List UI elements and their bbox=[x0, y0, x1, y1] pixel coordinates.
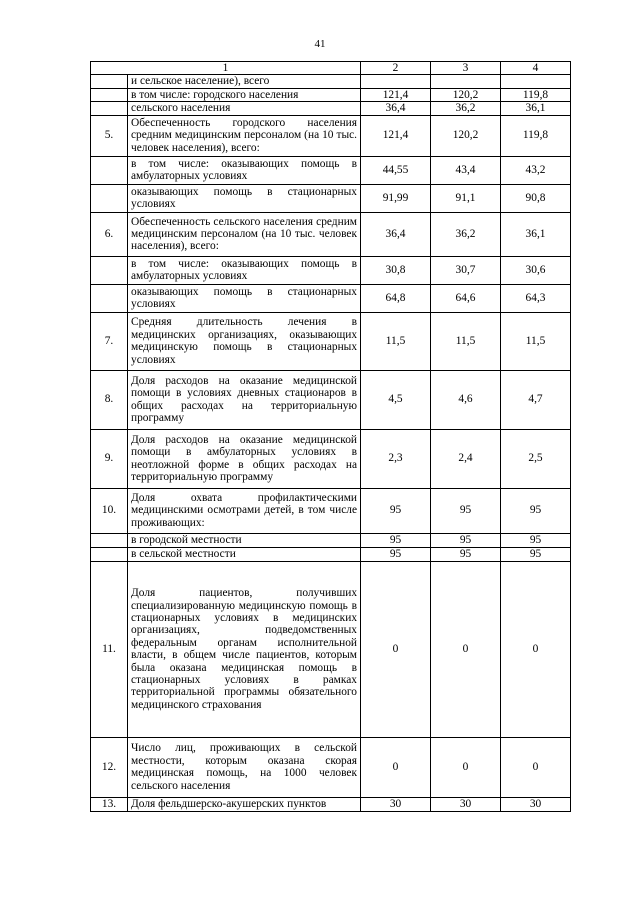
column-header-4: 4 bbox=[501, 62, 571, 75]
indicator-text: в том числе: оказывающих помощь в амбулаторных условиях bbox=[128, 256, 361, 284]
row-number bbox=[91, 256, 128, 284]
value-col-2: 30 bbox=[361, 797, 431, 811]
indicator-text: и сельское население), всего bbox=[128, 75, 361, 88]
value-col-4: 119,8 bbox=[501, 115, 571, 156]
table-row bbox=[91, 75, 571, 88]
row-number bbox=[91, 547, 128, 561]
table-row bbox=[91, 370, 571, 429]
value-col-3: 36,2 bbox=[431, 212, 501, 256]
row-number bbox=[91, 156, 128, 184]
value-col-4: 30 bbox=[501, 797, 571, 811]
value-col-2: 44,55 bbox=[361, 156, 431, 184]
indicator-text: Доля расходов на оказание медицинской помощи в амбулаторных условиях в неотложной форме в общих расходах на территориальную программу bbox=[128, 429, 361, 488]
table-row bbox=[91, 533, 571, 547]
value-col-2: 4,5 bbox=[361, 370, 431, 429]
value-col-2 bbox=[361, 75, 431, 88]
value-col-3: 30 bbox=[431, 797, 501, 811]
value-col-4: 95 bbox=[501, 547, 571, 561]
table-row bbox=[91, 115, 571, 156]
row-number bbox=[91, 533, 128, 547]
table-row bbox=[91, 547, 571, 561]
value-col-2: 11,5 bbox=[361, 312, 431, 370]
indicator-text: Средняя длительность лечения в медицинских организациях, оказывающих медицинскую помощь в стационарных условиях bbox=[128, 312, 361, 370]
table-row bbox=[91, 284, 571, 312]
row-number bbox=[91, 184, 128, 212]
row-number: 11. bbox=[91, 561, 128, 737]
indicator-text: Число лиц, проживающих в сельской местности, которым оказана скорая медицинская помощь, на 1000 человек сельского населения bbox=[128, 737, 361, 797]
row-number: 8. bbox=[91, 370, 128, 429]
indicator-text: сельского населения bbox=[128, 102, 361, 115]
value-col-3: 120,2 bbox=[431, 88, 501, 101]
table-row bbox=[91, 88, 571, 101]
value-col-3: 0 bbox=[431, 561, 501, 737]
value-col-4: 2,5 bbox=[501, 429, 571, 488]
value-col-3 bbox=[431, 75, 501, 88]
row-number bbox=[91, 88, 128, 101]
value-col-3: 91,1 bbox=[431, 184, 501, 212]
value-col-2: 121,4 bbox=[361, 88, 431, 101]
indicator-text: оказывающих помощь в стационарных условиях bbox=[128, 184, 361, 212]
indicator-text: Доля фельдшерско-акушерских пунктов bbox=[128, 797, 361, 811]
value-col-4: 90,8 bbox=[501, 184, 571, 212]
row-number: 9. bbox=[91, 429, 128, 488]
row-number: 6. bbox=[91, 212, 128, 256]
value-col-4: 36,1 bbox=[501, 212, 571, 256]
value-col-4: 95 bbox=[501, 488, 571, 533]
value-col-2: 0 bbox=[361, 561, 431, 737]
value-col-3: 11,5 bbox=[431, 312, 501, 370]
value-col-3: 43,4 bbox=[431, 156, 501, 184]
value-col-2: 121,4 bbox=[361, 115, 431, 156]
row-number: 12. bbox=[91, 737, 128, 797]
column-header-2: 2 bbox=[361, 62, 431, 75]
value-col-4: 0 bbox=[501, 561, 571, 737]
row-number bbox=[91, 102, 128, 115]
value-col-4 bbox=[501, 75, 571, 88]
value-col-3: 95 bbox=[431, 547, 501, 561]
table-row bbox=[91, 184, 571, 212]
row-number: 13. bbox=[91, 797, 128, 811]
value-col-2: 95 bbox=[361, 488, 431, 533]
column-header-1: 1 bbox=[91, 62, 361, 75]
value-col-2: 64,8 bbox=[361, 284, 431, 312]
row-number: 10. bbox=[91, 488, 128, 533]
value-col-4: 36,1 bbox=[501, 102, 571, 115]
value-col-4: 43,2 bbox=[501, 156, 571, 184]
table-row bbox=[91, 256, 571, 284]
value-col-3: 120,2 bbox=[431, 115, 501, 156]
indicator-text: Обеспеченность сельского населения средним медицинским персоналом (на 10 тыс. человек населения), всего: bbox=[128, 212, 361, 256]
value-col-2: 95 bbox=[361, 547, 431, 561]
value-col-4: 0 bbox=[501, 737, 571, 797]
value-col-3: 2,4 bbox=[431, 429, 501, 488]
value-col-2: 95 bbox=[361, 533, 431, 547]
table-row bbox=[91, 429, 571, 488]
table-row bbox=[91, 212, 571, 256]
value-col-2: 2,3 bbox=[361, 429, 431, 488]
row-number: 7. bbox=[91, 312, 128, 370]
table-row bbox=[91, 312, 571, 370]
value-col-4: 30,6 bbox=[501, 256, 571, 284]
value-col-4: 4,7 bbox=[501, 370, 571, 429]
row-number bbox=[91, 75, 128, 88]
value-col-2: 0 bbox=[361, 737, 431, 797]
table-row bbox=[91, 102, 571, 115]
column-header-3: 3 bbox=[431, 62, 501, 75]
value-col-3: 4,6 bbox=[431, 370, 501, 429]
indicator-text: оказывающих помощь в стационарных условиях bbox=[128, 284, 361, 312]
value-col-2: 36,4 bbox=[361, 212, 431, 256]
value-col-3: 0 bbox=[431, 737, 501, 797]
indicator-text: в сельской местности bbox=[128, 547, 361, 561]
table-row bbox=[91, 488, 571, 533]
indicator-text: Доля охвата профилактическими медицинскими осмотрами детей, в том числе проживающих: bbox=[128, 488, 361, 533]
row-number bbox=[91, 284, 128, 312]
value-col-4: 95 bbox=[501, 533, 571, 547]
indicator-text: Доля пациентов, получивших специализированную медицинскую помощь в стационарных условиях в медицинских организациях, подведомственных федеральным органам исполнительной власти, в общем числе пациентов, которым была оказана медицинская помощь в стационарных условиях в рамках территориальной программы обязательного медицинского страхования bbox=[128, 561, 361, 737]
row-number: 5. bbox=[91, 115, 128, 156]
page-number: 41 bbox=[314, 38, 326, 50]
value-col-3: 95 bbox=[431, 533, 501, 547]
indicator-text: в том числе: оказывающих помощь в амбулаторных условиях bbox=[128, 156, 361, 184]
table-row bbox=[91, 561, 571, 737]
indicator-text: Доля расходов на оказание медицинской помощи в условиях дневных стационаров в общих расходах на территориальную программу bbox=[128, 370, 361, 429]
value-col-4: 119,8 bbox=[501, 88, 571, 101]
value-col-2: 30,8 bbox=[361, 256, 431, 284]
value-col-3: 30,7 bbox=[431, 256, 501, 284]
value-col-2: 36,4 bbox=[361, 102, 431, 115]
value-col-2: 91,99 bbox=[361, 184, 431, 212]
indicator-text: Обеспеченность городского населения средним медицинским персоналом (на 10 тыс. человек населения), всего: bbox=[128, 115, 361, 156]
table-row bbox=[91, 797, 571, 811]
table-row bbox=[91, 156, 571, 184]
indicator-text: в городской местности bbox=[128, 533, 361, 547]
table-header-row bbox=[91, 62, 571, 75]
table-row bbox=[91, 737, 571, 797]
value-col-3: 36,2 bbox=[431, 102, 501, 115]
indicator-text: в том числе: городского населения bbox=[128, 88, 361, 101]
value-col-3: 64,6 bbox=[431, 284, 501, 312]
indicators-table bbox=[90, 61, 571, 812]
value-col-3: 95 bbox=[431, 488, 501, 533]
value-col-4: 11,5 bbox=[501, 312, 571, 370]
value-col-4: 64,3 bbox=[501, 284, 571, 312]
